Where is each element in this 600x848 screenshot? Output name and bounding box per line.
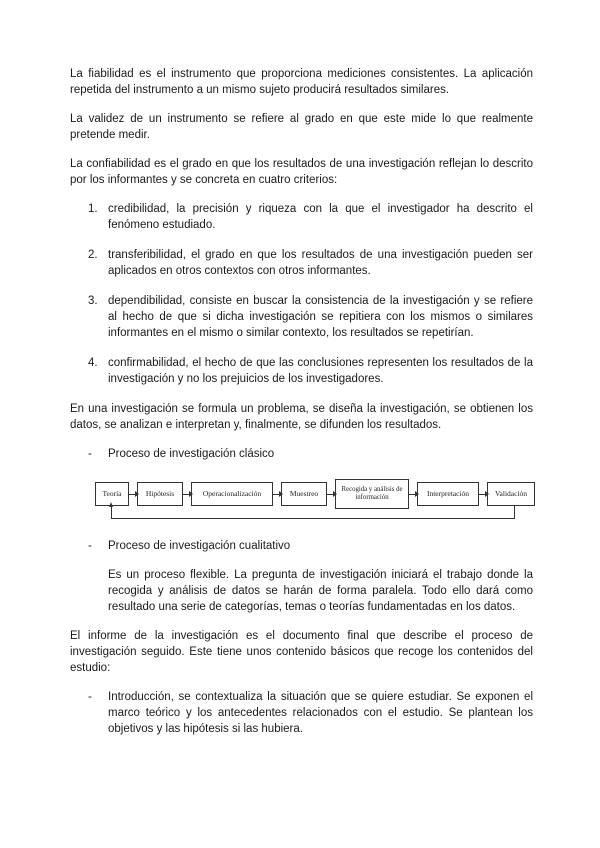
diagram-step-recogida xyxy=(335,479,409,509)
feedback-arrow-icon xyxy=(111,506,515,519)
arrow-right-icon xyxy=(409,494,417,495)
list-item-transferibilidad xyxy=(88,247,533,279)
dash-bullet: - xyxy=(88,448,92,460)
bullet-label: Proceso de investigación clásico xyxy=(108,448,275,460)
diagram-step-validacion xyxy=(487,482,535,506)
arrow-right-icon xyxy=(479,494,487,495)
criteria-list xyxy=(70,201,533,387)
list-number: 4. xyxy=(88,357,98,369)
list-item-text: confirmabilidad, el hecho de que las conclusiones representen los resultados de la investigación y no los prejuicios de los investigadores. xyxy=(108,357,533,385)
list-number: 2. xyxy=(88,249,98,261)
arrow-right-icon xyxy=(273,494,281,495)
paragraph-confiabilidad: La confiabilidad es el grado en que los resultados de una investigación reflejan lo descrito por los informantes y se concreta en cuatro criterios: xyxy=(70,158,533,186)
list-number: 1. xyxy=(88,203,98,215)
bullet-introduccion xyxy=(88,689,533,737)
list-item-confirmabilidad xyxy=(88,355,533,387)
paragraph-informe: El informe de la investigación es el documento final que describe el proceso de investigación seguido. Este tiene unos contenido básicos que recoge los contenidos del estudio: xyxy=(70,630,533,674)
dash-bullet: - xyxy=(88,691,92,703)
arrow-right-icon xyxy=(327,494,335,495)
bullet-label: Proceso de investigación cualitativo xyxy=(108,540,291,552)
diagram-step-interpretacion xyxy=(417,482,479,506)
bullet-proceso-clasico xyxy=(88,446,533,462)
paragraph-fiabilidad: La fiabilidad es el instrumento que proporciona mediciones consistentes. La aplicación repetida del instrumento a un mismo sujeto producirá resultados similares. xyxy=(70,68,533,96)
arrow-right-icon xyxy=(129,494,137,495)
diagram-step-label: Interpretación xyxy=(426,488,470,498)
diagram-step-muestreo xyxy=(281,482,327,506)
paragraph-proceso-flexible: Es un proceso flexible. La pregunta de investigación iniciará el trabajo donde la recogida y análisis de datos se harán de forma paralela. Todo ello dará como resultado una serie de categorías, temas o teorías fundamentadas en los datos. xyxy=(108,569,533,613)
diagram-step-label: Operacionalización xyxy=(202,488,262,498)
diagram-step-operacionalizacion xyxy=(191,482,273,506)
diagram-row xyxy=(95,479,537,509)
diagram-step-label: Teoría xyxy=(102,488,122,498)
diagram-step-hipotesis xyxy=(137,482,183,506)
dash-bullet: - xyxy=(88,540,92,552)
list-number: 3. xyxy=(88,295,98,307)
arrow-right-icon xyxy=(183,494,191,495)
diagram-step-label: Muestreo xyxy=(289,488,319,498)
paragraph-proceso: En una investigación se formula un problema, se diseña la investigación, se obtienen los datos, se analizan e interpretan y, finalmente, se difunden los resultados. xyxy=(70,403,533,431)
paragraph-validez: La validez de un instrumento se refiere al grado en que este mide lo que realmente pretende medir. xyxy=(70,113,533,141)
list-item-credibilidad xyxy=(88,201,533,233)
diagram-step-label: Validación xyxy=(494,488,528,498)
list-item-dependibilidad xyxy=(88,293,533,341)
list-item-text: credibilidad, la precisión y riqueza con la que el investigador ha descrito el fenómeno estudiado. xyxy=(108,203,533,231)
list-item-text: dependibilidad, consiste en buscar la consistencia de la investigación y se refiere al hecho de que si dicha investigación se repitiera con los mismos o similares informantes en el mismo o similar contexto, los resultados se repetirían. xyxy=(108,295,533,339)
bullet-proceso-cualitativo xyxy=(88,538,533,554)
diagram-step-label: Hipótesis xyxy=(145,488,175,498)
diagram-step-label: Recogida y análisis de información xyxy=(341,486,403,501)
research-process-diagram xyxy=(95,479,537,523)
bullet-text: Introducción, se contextualiza la situación que se quiere estudiar. Se exponen el marco teórico y los antecedentes relacionados con el estudio. Se plantean los objetivos y las hipótesis si las hubiera. xyxy=(108,691,533,735)
list-item-text: transferibilidad, el grado en que los resultados de una investigación pueden ser aplicados en otros contextos con otros informantes. xyxy=(108,249,533,277)
